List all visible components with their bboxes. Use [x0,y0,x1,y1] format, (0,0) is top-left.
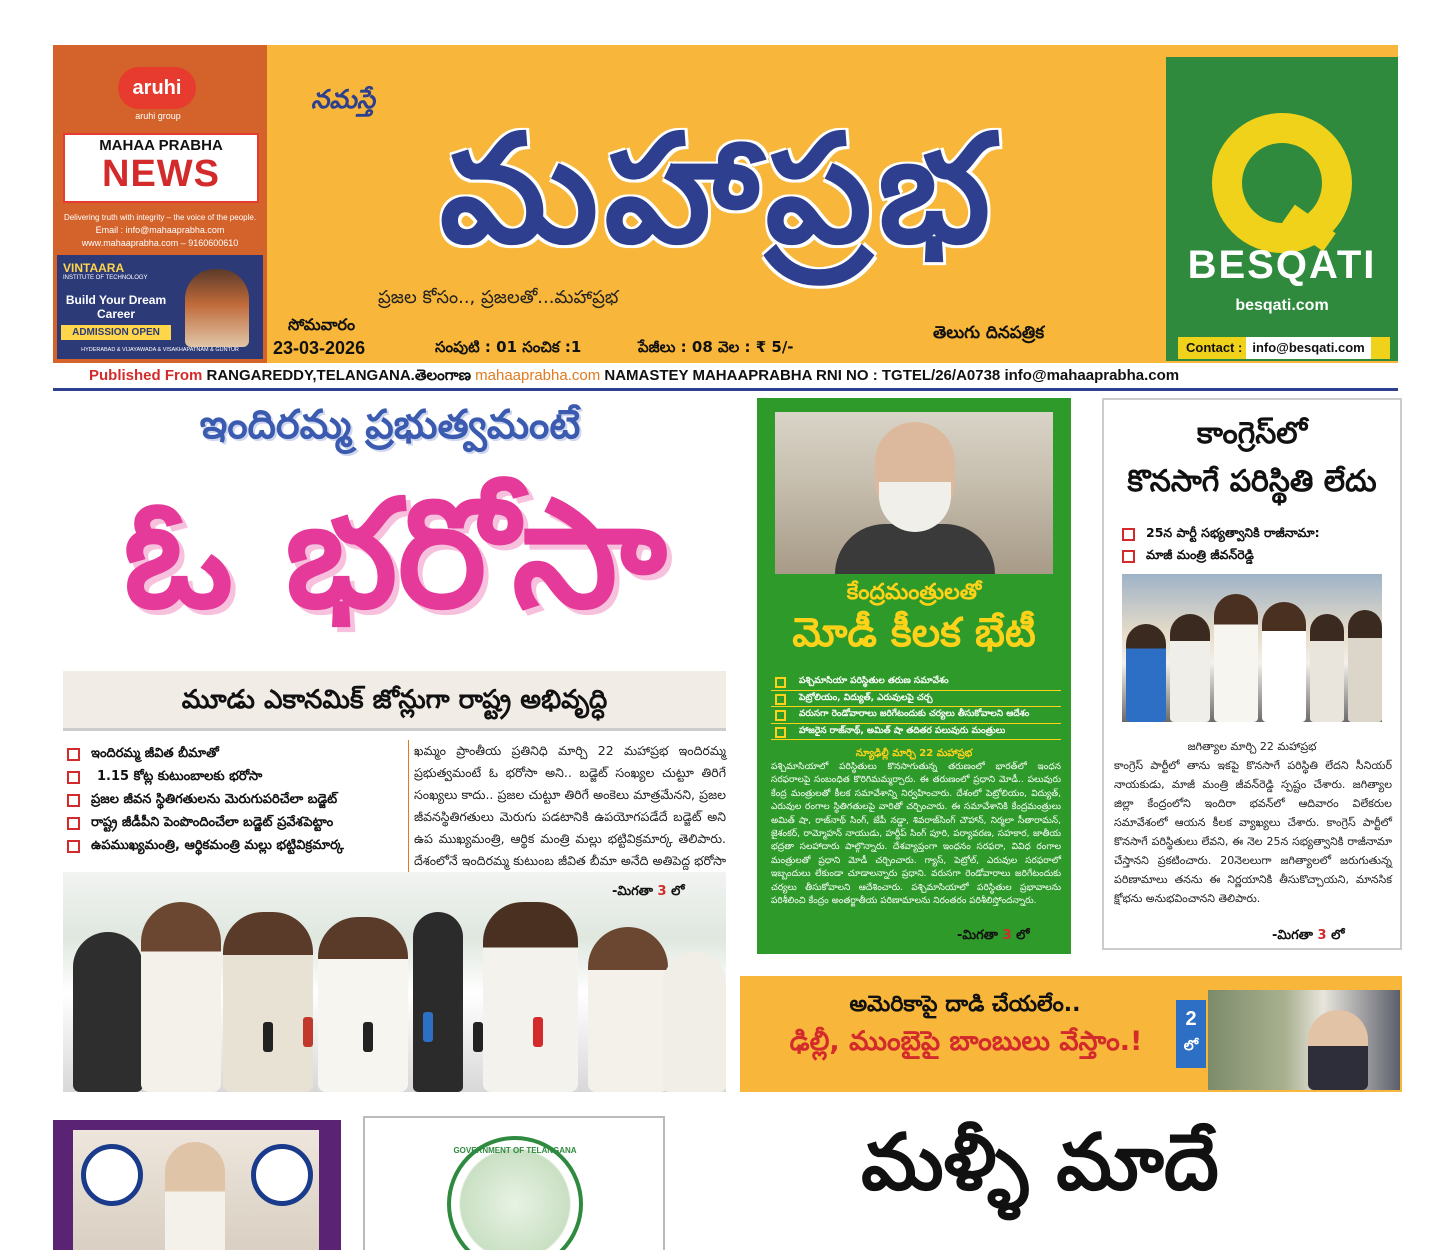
list-item: 25న పార్టీ సభ్యత్వానికి రాజీనామా: [1118,522,1398,544]
publication-bar [53,363,1398,391]
lead-body: ఖమ్మం ప్రాంతీయ ప్రతినిధి మార్చి 22 మహాప్రభ ఇందిరమ్మ ప్రభుత్వమంటే ఓ భరోసా అని.. బడ్జెట్ సంఖ్యల చుట్టూ తిరిగే సంఖ్యలు కాదు.. ప్రజల చుట్టూ తిరిగే అంకెలు మాత్రమేనని, ప్రజల జీవనస్థితిగతులు మెరుగు పడటానికి ఉపయోగపడేదే బడ్జెట్ అని ఉప ముఖ్యమంత్రి, ఆర్థిక మంత్రి మల్లు భట్టివిక్రమార్క తెలిపారు. దేశంలోనే ఇందిరమ్మ కుటుంబ జీవిత బీమా అనేది అతిపెద్ద భరోసా [408,740,726,894]
congress-dateline: జగిత్యాల మార్చి 22 మహాప్రభ [1187,740,1317,753]
paper-type: తెలుగు దినపత్రిక [933,323,1045,343]
list-item: పశ్చిమాసియా పరిస్థితుల తరుణ సమావేశం [771,674,1061,691]
congress-headline-line-1: కాంగ్రెస్‌లో [1196,416,1308,451]
telangana-seal-icon [447,1136,583,1250]
modi-continued-suffix: లో [1016,928,1030,943]
mahaaprabha-news-ad[interactable] [53,45,267,363]
list-item: హాజరైన రాజ్‌నాథ్, అమిత్ షా తదితర పలువురు మంత్రులు [771,724,1061,741]
news-tagline: Delivering truth with integrity – the voice of the people. [63,213,257,222]
congress-photo [1122,574,1382,722]
modi-continued-page: 3 [1002,928,1012,943]
issue-pages-price: పేజీలు : 08 వెల : ₹ 5/- [638,338,794,356]
vintaara-ad[interactable] [57,255,263,359]
vintaara-person-image [185,269,249,347]
vintaara-build: Build Your Dream Career [65,293,167,321]
lead-bullets [63,742,393,857]
issue-date: 23-03-2026 [273,338,366,358]
besqati-contact-label: Contact : [1186,340,1243,355]
besqati-contact [1178,337,1390,359]
modi-continued-label: -మిగతా [957,928,998,943]
list-item: ఇందిరమ్మ జీవిత బీమాతో [63,742,393,765]
besqati-ad[interactable] [1166,57,1398,361]
list-item: మాజీ మంత్రి జీవన్‌రెడ్డి [1118,544,1398,566]
pakistan-headline: ఢిల్లీ, ముంబైపై బాంబులు వేస్తాం.! [789,1026,1143,1057]
list-item: పెట్రోలియం, విద్యుత్, ఎరువులపై చర్చ [771,691,1061,708]
issue-volume: సంపుటి : 01 సంచిక :1 [435,338,582,356]
pakistan-page-suffix: లో [1183,1037,1199,1053]
vintaara-cities: HYDERABAD & VIJAYAWADA & VISAKHAPATNAM & GUNTUR [81,347,239,353]
bottom-headline[interactable]: మళ్ళీ మాదే [861,1118,1219,1208]
lead-continued-page: 3 [657,884,667,899]
modi-story[interactable] [757,398,1071,954]
vintaara-name: VINTAARA [63,261,125,275]
lead-headline[interactable]: ఓ భరోసా [123,468,667,642]
aruhi-group-label: aruhi group [135,111,181,121]
congress-continued[interactable] [1272,928,1344,946]
modi-body: పశ్చిమాసియాలో పరిస్థితులు కొనసాగుతున్న తరుణంలో భారత్‌లో ఇంధన సరఫరాలపై సంబంధిత కొరిగిమమ్మర్చారు. ఈ తరుణంలో ప్రధాని మోడీ.. పలువురు కేంద్ర మంత్రులతో కీలక సమావేశాన్ని నిర్వహించారు. దేశంలో పెట్రోలియం, విద్యుత్, ఎరువుల రంగాల స్థితిగతులపై వారితో చర్చించారు. ఈ సమావేశానికి కేంద్రమంత్రులు అమిత్ షా, రాజ్‌నాథ్ సింగ్, జేపీ నడ్డా, శివరాజ్‌సింగ్ చౌహాన్, నిర్మలా సీతారామన్, జైశంకర్, రామ్మోహన్ నాయుడు, హర్దీప్ సింగ్ పూరి, పర్యావరణ, సహకార, జాతీయ భద్రతా సలహాదారు పాల్గొన్నారు. దేశవ్యాప్తంగా ఇంధనం సరఫరా, వివిధ రంగాల మంత్రులతో ప్రధాని మోడీ చర్చించారు. గ్యాస్, పెట్రోల్, ఎరువుల సరఫరాలో ఇబ్బందులు లేకుండా చూడాలన్నారు ప్రధాని. వరుసగా రెండోవారాలు జరిగేటందుకు చర్యలు తీసుకోవాలని ఆదేశించారు. పశ్చిమాసియాలో పరిస్థితుల ప్రభావాలను పరిశీలించి కేంద్రం అంతర్జాతీయ పరిణామాలను నిరంతరం పరిశీలిస్తోందన్నారు. [771,762,1061,907]
besqati-url: besqati.com [1235,297,1329,314]
published-place: RANGAREDDY,TELANGANA.తెలంగాణ [206,367,471,384]
list-item: ప్రజల జీవన స్థితిగతులను మెరుగుపరిచేలా బడ్జెట్ [63,788,393,811]
vintaara-subtitle: INSTITUTE OF TECHNOLOGY [63,275,148,281]
news-email: Email : info@mahaaprabha.com [95,225,225,235]
ashoka-chakra-icon [81,1144,143,1206]
congress-headline [1104,410,1400,506]
brand-prefix: నమస్తే [311,85,376,115]
modi-headline: మోడీ కీలక భేటీ [792,610,1036,656]
congress-bullets [1118,522,1398,566]
congress-headline-line-2: కొనసాగే పరిస్థితి లేదు [1127,464,1377,499]
lead-continued-suffix: లో [671,884,685,899]
pakistan-page-number: 2 [1185,1008,1197,1030]
lead-subhead: మూడు ఎకానమిక్ జోన్లుగా రాష్ట్ర అభివృద్ధి [63,671,726,731]
modi-dateline: న్యూఢిల్లీ మార్చి 22 మహాప్రభ [855,748,973,759]
telangana-govt-advert[interactable] [363,1116,665,1250]
ashoka-chakra-icon [251,1144,313,1206]
list-item: రాష్ట్ర జీడీపీని పెంపొందించేలా బడ్జెట్ ప్రవేశపెట్టాం [63,811,393,834]
news-logo [63,133,259,203]
masthead [53,45,1398,363]
besqati-brand: BESQATI [1187,243,1377,287]
newspaper-title: మహాప్రభ [439,103,997,277]
lead-photo [63,872,726,1092]
news-logo-word: NEWS [102,153,220,195]
pakistan-kicker: అమెరికాపై దాడి చేయలేం.. [849,992,1081,1017]
besqati-contact-value: info@besqati.com [1246,337,1370,359]
congress-continued-suffix: లో [1331,928,1345,943]
seal-text: GOVERNMENT OF TELANGANA [453,1146,577,1155]
site-link[interactable]: mahaaprabha.com [475,367,601,384]
published-from-label: Published From [89,367,203,384]
modi-kicker: కేంద్రమంత్రులతో [846,580,982,605]
pakistan-photo [1208,990,1400,1090]
aruhi-logo: aruhi [118,67,196,109]
news-web: www.mahaaprabha.com – 9160600610 [81,238,239,248]
modi-bullets [771,674,1061,740]
pakistan-story-strip[interactable] [740,976,1402,1092]
issue-weekday: సోమవారం [288,315,356,334]
newspaper-tagline: ప్రజల కోసం.., ప్రజలతో...మహాప్రభ [378,287,619,308]
modi-advert[interactable] [53,1120,341,1250]
modi-continued[interactable] [957,928,1029,946]
list-item: 1.15 కోట్ల కుటుంబాలకు భరోసా [63,765,393,788]
vintaara-admission: ADMISSION OPEN [61,325,171,340]
rni-number: NAMASTEY MAHAAPRABHA RNI NO : TGTEL/26/A0738 [604,367,1001,384]
congress-continued-page: 3 [1317,928,1327,943]
modi-advert-photo [73,1130,319,1250]
lead-continued[interactable] [612,884,684,902]
pakistan-page-ref [1176,1000,1206,1068]
congress-body: కాంగ్రెస్ పార్టీలో తాను ఇకపై కొనసాగే పరిస్థితి లేదని సీనియర్ నాయకుడు, మాజీ మంత్రి జీవన్‌రెడ్డి స్పష్టం చేశారు. జగిత్యాల జిల్లా కేంద్రంలోని ఇందిరా భవన్‌లో ఆదివారం విలేకరుల సమావేశంలో ఆయన కీలక వ్యాఖ్యలు చేశారు. కాంగ్రెస్ పార్టీలో కొనసాగే పరిస్థితులు లేవని, ఈ నెల 25న సభ్యత్వానికి రాజీనామా చేస్తానని ప్రకటించారు. 20నెలలుగా జగిత్యాలలో జరుగుతున్న పరిణామాలు తనను ఈ నిర్ణయానికి తీసుకొచ్చాయని, మానసిక క్షోభను అనుభవించానని తెలిపారు. [1114,759,1392,905]
list-item: ఉపముఖ్యమంత్రి, ఆర్థికమంత్రి మల్లు భట్టివిక్రమార్క [63,834,393,857]
lead-continued-label: -మిగతా [612,884,653,899]
modi-photo [775,412,1053,574]
congress-story[interactable] [1102,398,1402,950]
news-logo-top: MAHAA PRABHA [99,137,223,154]
list-item: వరుసగా రెండోవారాలు జరిగేటందుకు చర్యలు తీసుకోవాలని ఆదేశం [771,707,1061,724]
lead-kicker: ఇందిరమ్మ ప్రభుత్వమంటే [199,402,581,448]
congress-continued-label: -మిగతా [1272,928,1313,943]
contact-email[interactable]: info@mahaaprabha.com [1004,367,1180,384]
